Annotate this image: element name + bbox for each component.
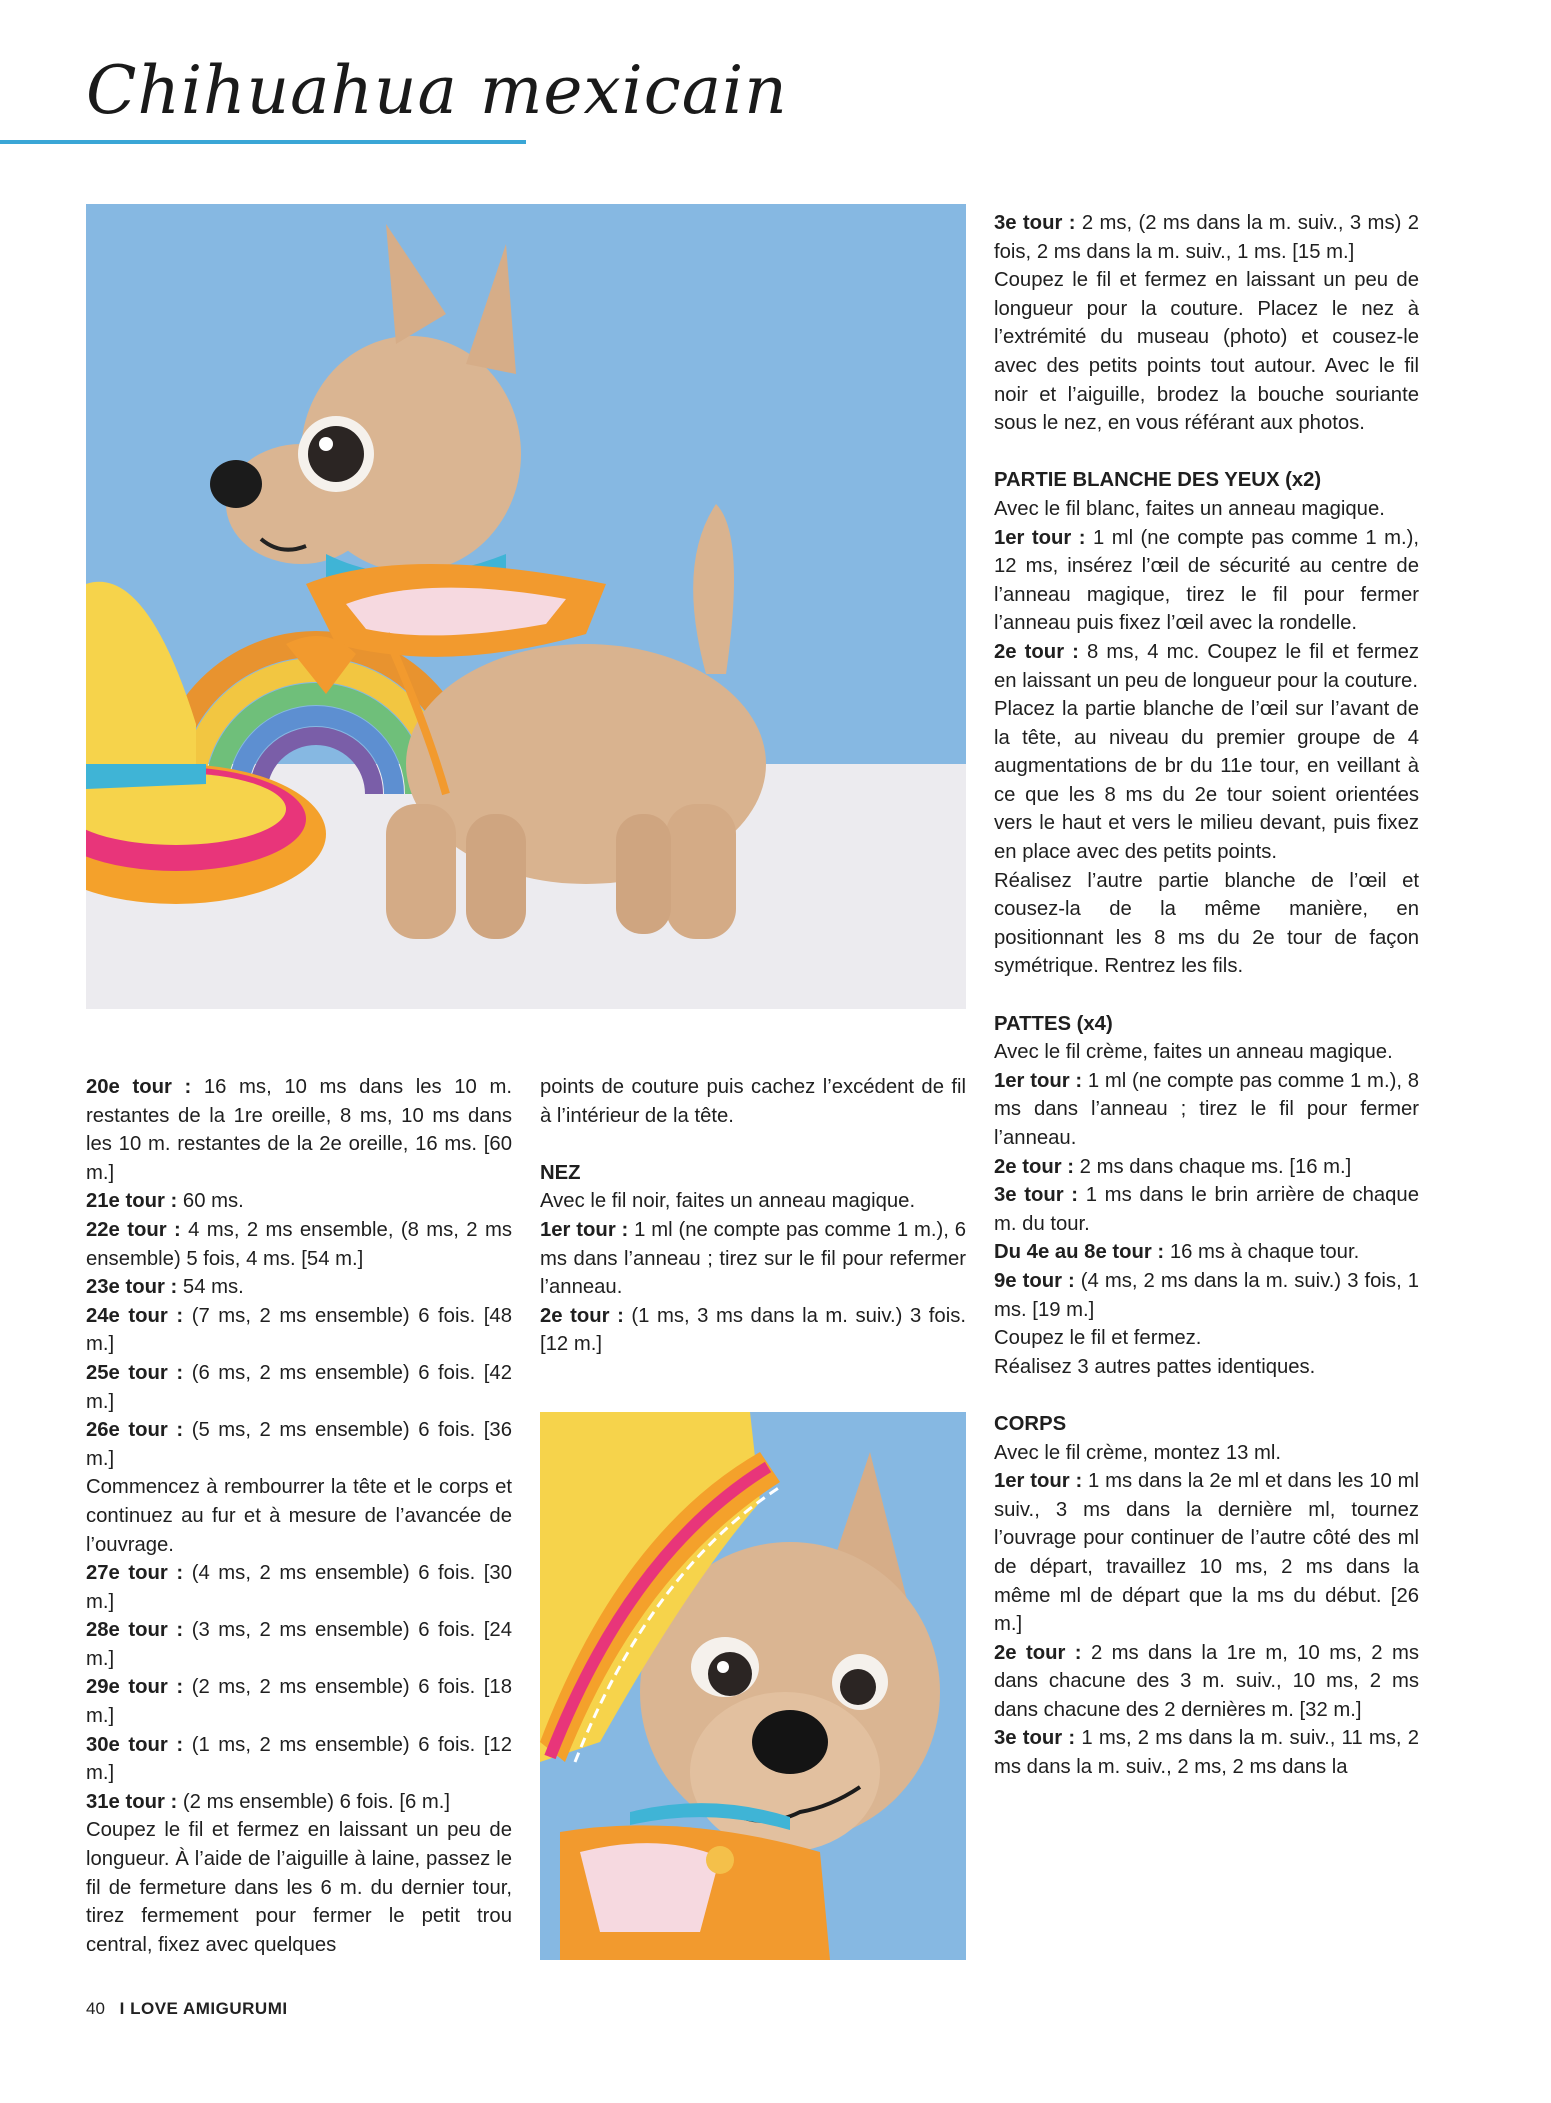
- round-28-paragraph: 28e tour : (3 ms, 2 ms ensemble) 6 fois. [24 m.]: [86, 1619, 512, 1670]
- pattes-finish: Coupez le fil et fermez.: [994, 1327, 1202, 1350]
- round-26-paragraph: 26e tour : (5 ms, 2 ms ensemble) 6 fois. [36 m.]: [86, 1419, 512, 1470]
- stuffing-paragraph: Commencez à rembourrer la tête et le corps et continuez au fur et à mesure de l’avancée de l’ouvrage.: [86, 1476, 512, 1556]
- pattes-round-2: 2e tour : 2 ms dans chaque ms. [16 m.]: [994, 1155, 1352, 1178]
- closing-paragraph: Coupez le fil et fermez en laissant un peu de longueur. À l’aide de l’aiguille à laine, passez le fil de fermeture dans les 6 m. du dernier tour, tirez fermement pour fermer le petit trou central, fixez avec quelques: [86, 1819, 512, 1956]
- pattes-round-9: 9e tour : (4 ms, 2 ms dans la m. suiv.) 3 fois, 1 ms. [19 m.]: [994, 1269, 1419, 1321]
- yeux-intro: Avec le fil blanc, faites un anneau magique.: [994, 497, 1385, 520]
- pattes-intro: Avec le fil crème, faites un anneau magique.: [994, 1041, 1393, 1064]
- round-25-paragraph: 25e tour : (6 ms, 2 ms ensemble) 6 fois. [42 m.]: [86, 1361, 512, 1413]
- round-30-paragraph: 30e tour : (1 ms, 2 ms ensemble) 6 fois. [12 m.]: [86, 1733, 512, 1785]
- nez-round-3: 3e tour : 2 ms, (2 ms dans la m. suiv., 3 ms) 2 fois, 2 ms dans la m. suiv., 1 ms. [15 m.]: [994, 212, 1419, 263]
- page-footer: [86, 1999, 288, 2019]
- nez-round-1: 1er tour : 1 ml (ne compte pas comme 1 m.), 6 ms dans l’anneau ; tirez sur le fil pour refermer l’anneau.: [540, 1218, 966, 1299]
- corps-round-1: 1er tour : 1 ms dans la 2e ml et dans les 10 ml suiv., 3 ms dans la dernière ml, tournez l’ouvrage pour continuer de l’autre côté des ml de départ, travaillez 10 ms, 2 ms dans la même ml de départ que la ms du début. [26 m.]: [994, 1470, 1419, 1636]
- yeux-round-2: 2e tour : 8 ms, 4 mc. Coupez le fil et fermez en laissant un peu de longueur pour la couture.: [994, 640, 1419, 692]
- page-title: Chihuahua mexicain: [86, 52, 788, 129]
- title-underline: [0, 140, 526, 144]
- yeux-second-paragraph: Réalisez l’autre partie blanche de l’œil et cousez-la de la même manière, en positionnant les 8 ms du 2e tour de façon symétrique. Rentrez les fils.: [994, 869, 1419, 978]
- round-27-paragraph: 27e tour : (4 ms, 2 ms ensemble) 6 fois. [30 m.]: [86, 1562, 512, 1613]
- nez-heading: NEZ: [540, 1161, 581, 1184]
- corps-round-2: 2e tour : 2 ms dans la 1re m, 10 ms, 2 ms dans chacune des 3 m. suiv., 10 ms, 2 ms dans chacune des 2 dernières m. [32 m.]: [994, 1641, 1420, 1721]
- yeux-round-1: 1er tour : 1 ml (ne compte pas comme 1 m.), 12 ms, insérez l’œil de sécurité au centre de l’anneau magique, tirez le fil pour fermer l’anneau puis fixez l’œil avec la rondelle.: [994, 526, 1419, 635]
- closing-paragraph-cont: points de couture puis cachez l’excédent de fil à l’intérieur de la tête.: [540, 1076, 966, 1127]
- yeux-placement-paragraph: Placez la partie blanche de l’œil sur l’avant de la tête, au niveau du premier groupe de 4 augmentations de br du 11e tour, en veillant à ce que les 8 ms du 2e tour soient orientées vers le haut et vers le milieu devant, puis fixez en place avec des petits points.: [994, 698, 1419, 864]
- nez-finish-paragraph: Coupez le fil et fermez en laissant un peu de longueur pour la couture. Placez le nez à l’extrémité du museau (photo) et cousez-le avec des petits points tout autour. Avec le fil noir et l’aiguille, brodez la bouche souriante sous le nez, en vous référant aux photos.: [994, 269, 1419, 435]
- bottom-photo: [540, 1412, 966, 1960]
- pattes-heading: PATTES (x4): [994, 1012, 1113, 1035]
- pattes-round-4-8: Du 4e au 8e tour : 16 ms à chaque tour.: [994, 1241, 1360, 1264]
- text-column-1: [86, 1073, 512, 1959]
- nez-round-2: 2e tour : (1 ms, 3 ms dans la m. suiv.) 3 fois. [12 m.]: [540, 1304, 966, 1356]
- pattes-repeat: Réalisez 3 autres pattes identiques.: [994, 1355, 1316, 1378]
- corps-intro: Avec le fil crème, montez 13 ml.: [994, 1441, 1282, 1464]
- text-column-2: [540, 1073, 966, 1359]
- nez-intro: Avec le fil noir, faites un anneau magique.: [540, 1190, 916, 1213]
- magazine-name: I LOVE AMIGURUMI: [119, 1999, 288, 2018]
- pattes-round-1: 1er tour : 1 ml (ne compte pas comme 1 m.), 8 ms dans l’anneau ; tirez le fil pour fermer l’anneau.: [994, 1069, 1419, 1149]
- round-20-paragraph: 20e tour : 16 ms, 10 ms dans les 10 m. restantes de la 1re oreille, 8 ms, 10 ms dans les 10 m. restantes de la 2e oreille, 16 ms. [60 m.]: [86, 1076, 512, 1184]
- chihuahua-side-photo-art: [86, 204, 966, 1009]
- round-24-paragraph: 24e tour : (7 ms, 2 ms ensemble) 6 fois. [48 m.]: [86, 1304, 512, 1356]
- top-photo: [86, 204, 966, 1009]
- round-29-paragraph: 29e tour : (2 ms, 2 ms ensemble) 6 fois. [18 m.]: [86, 1676, 512, 1728]
- round-22-paragraph: 22e tour : 4 ms, 2 ms ensemble, (8 ms, 2 ms ensemble) 5 fois, 4 ms. [54 m.]: [86, 1218, 512, 1270]
- corps-heading: CORPS: [994, 1412, 1067, 1435]
- round-21-paragraph: 21e tour : 60 ms.: [86, 1190, 244, 1213]
- text-column-3: [994, 209, 1419, 1782]
- pattes-round-3: 3e tour : 1 ms dans le brin arrière de chaque m. du tour.: [994, 1184, 1419, 1235]
- chihuahua-closeup-photo-art: [540, 1412, 966, 1960]
- page-number: 40: [86, 1999, 105, 2018]
- yeux-heading: PARTIE BLANCHE DES YEUX (x2): [994, 469, 1322, 492]
- corps-round-3: 3e tour : 1 ms, 2 ms dans la m. suiv., 11 ms, 2 ms dans la m. suiv., 2 ms, 2 ms dans la: [994, 1727, 1419, 1779]
- round-31-paragraph: 31e tour : (2 ms ensemble) 6 fois. [6 m.]: [86, 1790, 451, 1813]
- round-23-paragraph: 23e tour : 54 ms.: [86, 1276, 244, 1299]
